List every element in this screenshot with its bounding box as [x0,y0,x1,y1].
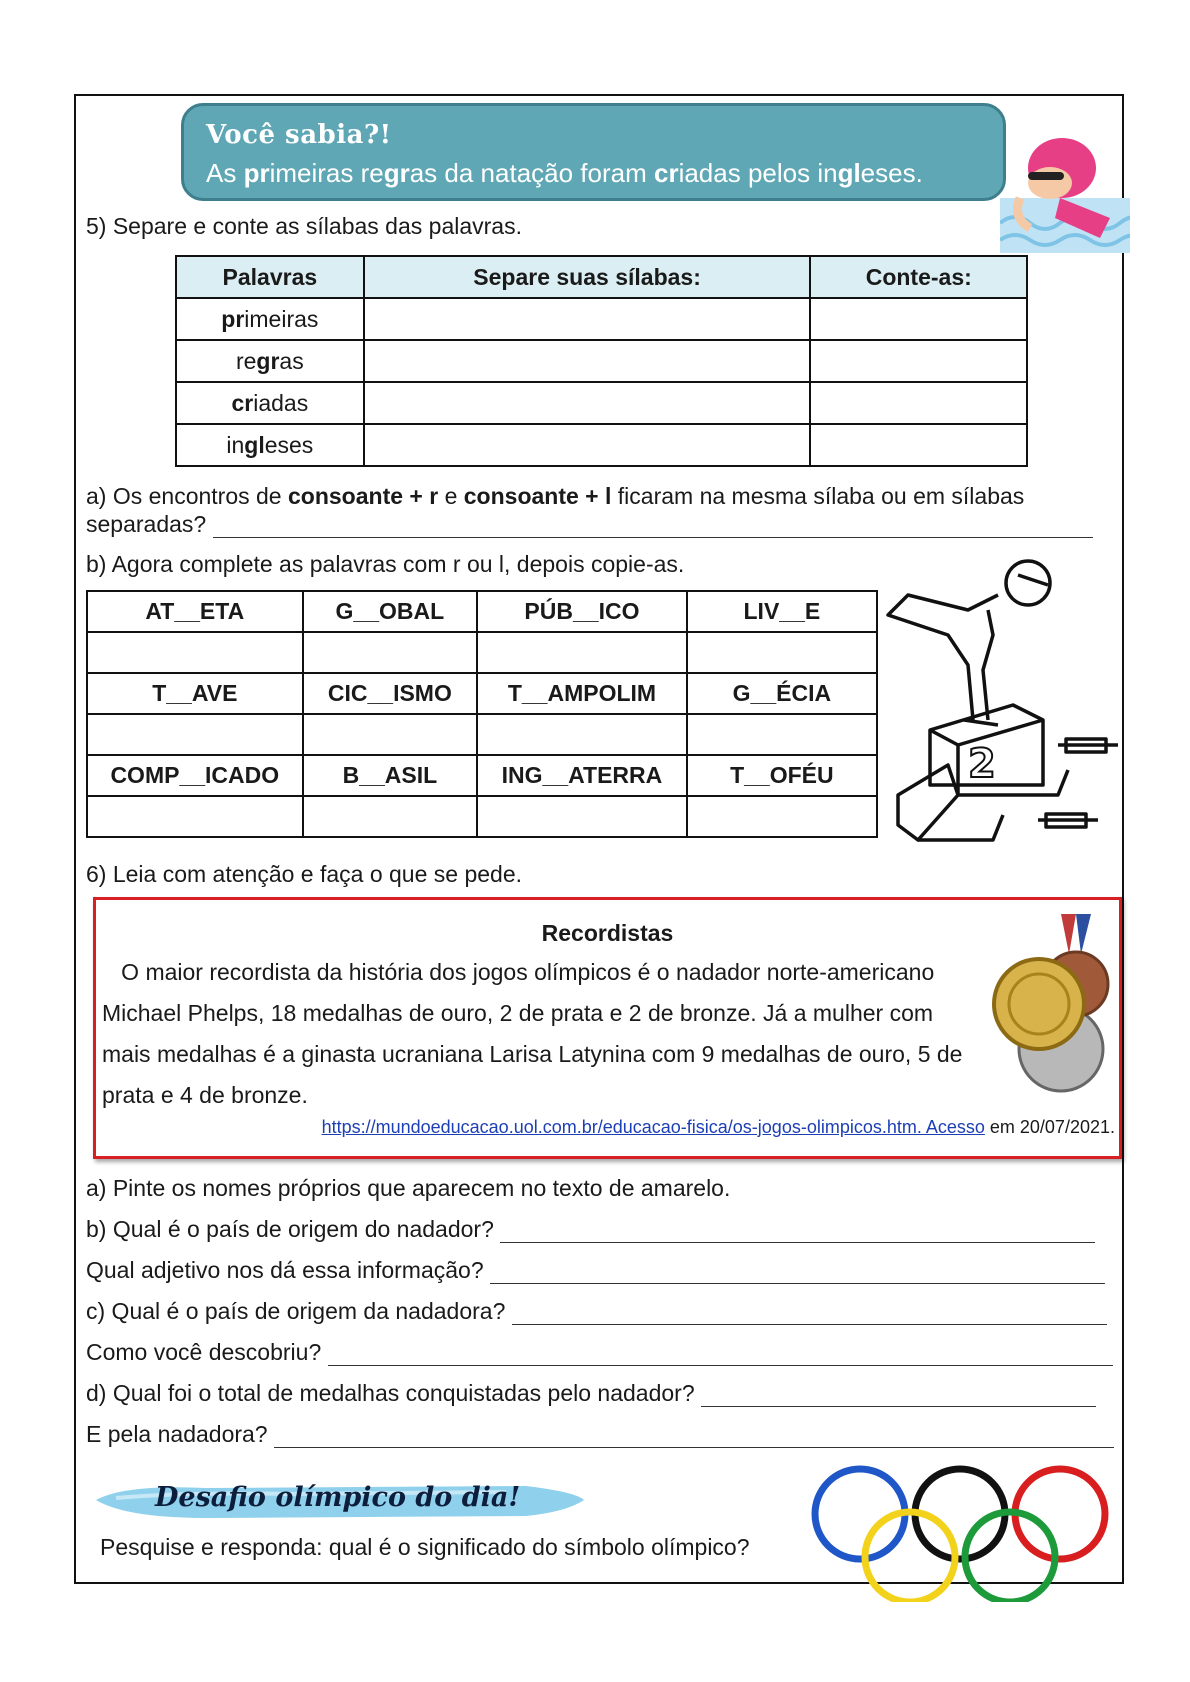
col-header-words: Palavras [176,256,364,298]
callout-text: As primeiras regras da natação foram criadas pelos ingleses. [206,158,923,188]
swimmer-illustration [1000,128,1130,253]
copy-cell[interactable] [687,632,877,673]
podium-swimmer-illustration [878,555,1128,855]
syllable-answer-cell[interactable] [364,382,811,424]
copy-cell[interactable] [303,632,478,673]
q5a-question: a) Os encontros de consoante + r e consoante + l ficaram na mesma sílaba ou em sílabas [86,483,1025,509]
count-answer-cell[interactable] [810,340,1027,382]
copy-cell[interactable] [477,632,687,673]
word-cell: primeiras [176,298,364,340]
word-to-complete: CIC__ISMO [303,673,478,714]
copy-cell[interactable] [87,714,303,755]
answer-line[interactable] [328,1343,1113,1366]
q6a-question: a) Pinte os nomes próprios que aparecem no texto de amarelo. [86,1175,731,1201]
podium-number: 2 [968,741,996,787]
q6-prompt: 6) Leia com atenção e faça o que se pede. [86,861,523,887]
callout-title: Você sabia?! [206,120,392,150]
syllable-table [175,255,1028,467]
copy-cell[interactable] [477,796,687,837]
word-to-complete: G__OBAL [303,591,478,632]
word-to-complete: ING__ATERRA [477,755,687,796]
copy-cell[interactable] [87,796,303,837]
answer-line[interactable] [701,1384,1096,1407]
word-to-complete: B__ASIL [303,755,478,796]
q6d2-question: E pela nadadora? [86,1420,1114,1448]
col-header-separate: Separe suas sílabas: [364,256,811,298]
reading-paragraph: O maior recordista da história dos jogos olímpicos é o nadador norte-americano Michael Phelps, 18 medalhas de ouro, 2 de prata e 2 de bronze. Já a mulher com mais medalhas é a ginasta ucraniana Larisa Latynina com 9 medalhas de ouro, 5 de prata e 4 de bronze. [102,959,963,1108]
word-to-complete: T__AVE [87,673,303,714]
table-row [176,298,1027,340]
copy-cell[interactable] [303,796,478,837]
olympic-rings-icon [808,1462,1123,1602]
desafio-question: Pesquise e responda: qual é o significado do símbolo olímpico? [100,1534,750,1560]
q6d-question: d) Qual foi o total de medalhas conquistadas pelo nadador? [86,1379,1096,1407]
word-to-complete: T__AMPOLIM [477,673,687,714]
count-answer-cell[interactable] [810,424,1027,466]
did-you-know-callout [181,103,1006,201]
desafio-title: Desafio olímpico do dia! [155,1482,521,1513]
answer-line[interactable] [500,1220,1095,1243]
count-answer-cell[interactable] [810,298,1027,340]
word-cell: ingleses [176,424,364,466]
q5-prompt: 5) Separe e conte as sílabas das palavras. [86,213,522,239]
word-to-complete: AT__ETA [87,591,303,632]
medals-illustration [991,914,1111,1099]
reading-title: Recordistas [541,920,674,946]
table-row [176,340,1027,382]
count-answer-cell[interactable] [810,382,1027,424]
answer-line[interactable] [490,1261,1105,1284]
copy-cell[interactable] [477,714,687,755]
q5a-answer-line: separadas? [86,510,1093,538]
word-to-complete: LIV__E [687,591,877,632]
q6b2-question: Qual adjetivo nos dá essa informação? [86,1256,1105,1284]
copy-cell[interactable] [87,632,303,673]
table-row [176,382,1027,424]
col-header-count: Conte-as: [810,256,1027,298]
q6c2-question: Como você descobriu? [86,1338,1113,1366]
word-to-complete: G__ÉCIA [687,673,877,714]
copy-cell[interactable] [687,714,877,755]
q6b-question: b) Qual é o país de origem do nadador? [86,1215,1095,1243]
word-cell: regras [176,340,364,382]
source-link[interactable]: https://mundoeducacao.uol.com.br/educacao-fisica/os-jogos-olimpicos.htm. Acesso [321,1117,985,1137]
q5b-prompt: b) Agora complete as palavras com r ou l, depois copie-as. [86,551,685,577]
reading-box [93,897,1122,1159]
q6c-question: c) Qual é o país de origem da nadadora? [86,1297,1107,1325]
complete-words-grid [86,590,878,838]
reading-source: https://mundoeducacao.uol.com.br/educacao-fisica/os-jogos-olimpicos.htm. Acesso em 20/07/2021. [321,1117,1115,1137]
syllable-answer-cell[interactable] [364,298,811,340]
word-to-complete: T__OFÉU [687,755,877,796]
syllable-answer-cell[interactable] [364,424,811,466]
copy-cell[interactable] [303,714,478,755]
syllable-answer-cell[interactable] [364,340,811,382]
answer-line[interactable] [512,1302,1107,1325]
answer-line[interactable] [274,1425,1114,1448]
word-cell: criadas [176,382,364,424]
word-to-complete: COMP__ICADO [87,755,303,796]
word-to-complete: PÚB__ICO [477,591,687,632]
answer-line[interactable] [213,515,1093,538]
copy-cell[interactable] [687,796,877,837]
table-row [176,424,1027,466]
